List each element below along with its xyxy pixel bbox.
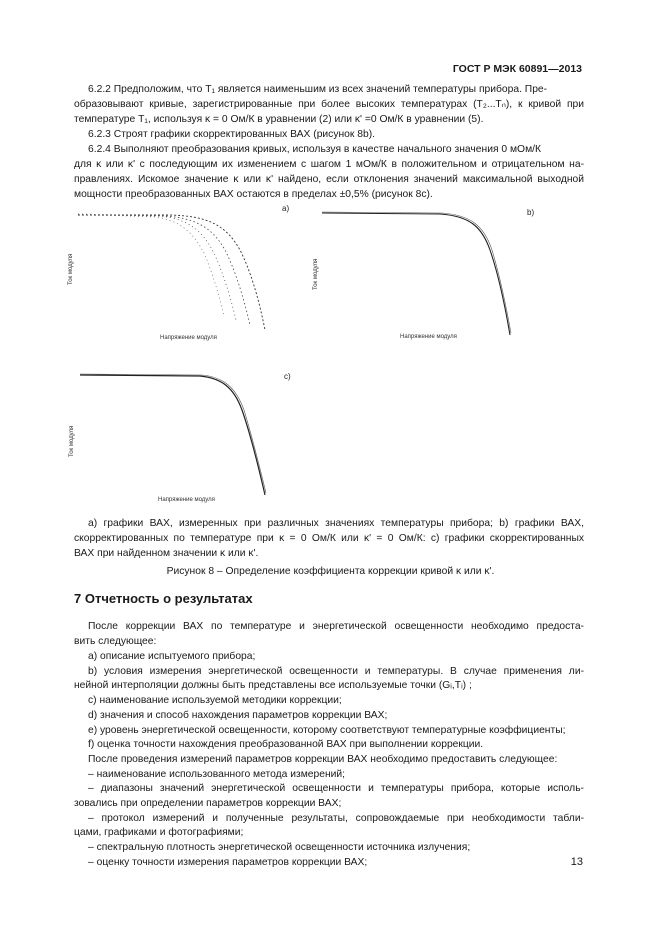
panel-b-curve-2	[322, 212, 511, 333]
para-622-line3: температуре T₁, используя κ = 0 Ом/К в уравнении (2) или κ' =0 Ом/К в уравнении (5).	[74, 114, 484, 125]
panel-a-curve-4	[78, 214, 224, 315]
panel-c-ylabel: Ток модуля	[69, 425, 75, 457]
panel-a	[68, 204, 289, 341]
para-624-line1: 6.2.4 Выполняют преобразования кривых, используя в качестве начального значения 0 мОм/К	[88, 144, 542, 155]
section-7-item: a) описание испытуемого прибора;	[88, 651, 256, 662]
para-624-line3: правлениях. Искомое значение κ или κ' найдено, если отклонения значений максимальной выходной	[74, 174, 584, 185]
figure-legend-line3: ВАХ при найденном значении κ или κ'.	[74, 548, 259, 559]
panel-b-tag: b)	[527, 208, 535, 217]
para-623: 6.2.3 Строят графики скорректированных ВАХ (рисунок 8b).	[88, 129, 376, 140]
page-number: 13	[570, 856, 583, 868]
panel-a-ylabel: Ток модуля	[68, 253, 74, 285]
section-7-item: f) оценка точности нахождения преобразованной ВАХ при выполнении коррекции.	[88, 739, 484, 751]
section-7-title: 7 Отчетность о результатах	[74, 591, 253, 606]
figure-8	[0, 195, 661, 505]
section-7-item: e) уровень энергетической освещенности, которому соответствуют температурные коэффициенты;	[88, 724, 566, 736]
panel-b	[313, 208, 534, 340]
section-7-item: – диапазоны значений энергетической освещенности и температуры прибора, которые исполь-	[88, 783, 584, 795]
section-7-intro-line1: После коррекции ВАХ по температуре и энергетической освещенности необходимо предоста-	[88, 621, 584, 632]
document-header: ГОСТ Р МЭК 60891—2013	[452, 63, 582, 75]
panel-b-xlabel: Напряжение модуля	[400, 334, 457, 340]
section-7-intro-line2: вить следующее:	[74, 636, 157, 647]
panel-a-curve-2	[78, 215, 250, 325]
panel-c-tag: c)	[284, 372, 291, 381]
panel-a-curve-3	[78, 214, 236, 320]
para-622-line1: 6.2.2 Предположим, что T₁ является наименьшим из всех значений температуры прибора. Пре-	[88, 84, 548, 95]
section-7-item: нейной интерполяции должны быть представлены все используемые точки (Gᵢ,Tᵢ) ;	[74, 680, 472, 692]
section-7-item: – наименование использованного метода измерений;	[88, 768, 345, 780]
panel-a-tag: a)	[282, 204, 290, 213]
panel-b-curve	[322, 213, 510, 335]
para-624-line2: для κ или κ' с последующим их изменением с шагом 1 мОм/К в положительном и отрицательном на-	[74, 159, 584, 170]
section-7-item: – спектральную плотность энергетической освещенности источника излучения;	[88, 842, 471, 854]
section-7-item: c) наименование используемой методики коррекции;	[88, 695, 342, 707]
section-7-item: зовались при определении параметров коррекции ВАХ;	[74, 798, 342, 809]
figure-legend-line1: а) графики ВАХ, измеренных при различных значениях температуры прибора; b) графики ВАХ,	[88, 518, 584, 529]
section-7-item: – оценку точности измерения параметров коррекции ВАХ;	[88, 856, 368, 868]
panel-c	[69, 372, 291, 503]
section-7-item: b) условия измерения энергетической освещенности и температуры. В случае применения ли-	[88, 665, 584, 677]
section-7-item: цами, графиками и фотографиями;	[74, 827, 244, 839]
panel-c-curve-2	[80, 374, 266, 493]
panel-a-curve-1	[78, 215, 265, 330]
section-7-item: – протокол измерений и полученные результаты, сопровождаемые при необходимости табли-	[88, 812, 584, 824]
para-622-line2: образовывают кривые, зарегистрированные при более высоких температурах (T₂...Tₙ), к кривой при	[74, 99, 584, 110]
para-624-line4: мощности преобразованных ВАХ остаются в пределах ±0,5% (рисунок 8c).	[74, 189, 433, 200]
figure-legend-line2: скорректированных по температуре при κ = 0 Ом/К или κ' = 0 Ом/К: с) графики скорректированных	[74, 533, 584, 544]
figure-caption: Рисунок 8 – Определение коэффициента коррекции кривой κ или κ'.	[166, 566, 495, 577]
section-7-item: После проведения измерений параметров коррекции ВАХ необходимо предоставить следующее:	[88, 753, 558, 765]
panel-c-curve	[80, 375, 265, 495]
section-7-item: d) значения и способ нахождения параметров коррекции ВАХ;	[88, 709, 388, 721]
panel-c-xlabel: Напряжение модуля	[158, 497, 215, 503]
panel-a-xlabel: Напряжение модуля	[160, 335, 217, 341]
panel-b-ylabel: Ток модуля	[313, 258, 319, 290]
